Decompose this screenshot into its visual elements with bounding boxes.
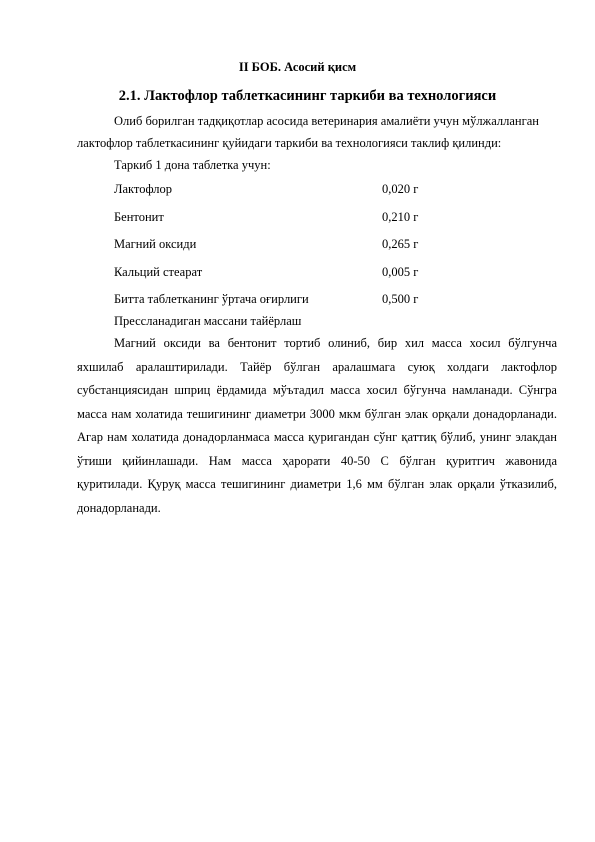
ingredient-amount: 0,210 г [382, 209, 419, 224]
ingredient-amount: 0,500 г [382, 292, 419, 306]
composition-list [77, 178, 557, 310]
composition-row [77, 261, 557, 289]
intro-paragraph: Олиб борилган тадқиқотлар асосида ветеринария амалиёти учун мўлжалланган лактофлор таблеткасининг қуйидаги таркиби ва технологияси таклиф қилинди: [77, 114, 539, 150]
ingredient-amount: 0,005 г [382, 264, 419, 279]
composition-heading: Таркиб 1 дона таблетка учун: [114, 158, 271, 172]
ingredient-name: Магний оксиди [114, 237, 197, 251]
composition-row [77, 288, 557, 310]
chapter-title: II БОБ. Асосий қисм [238, 60, 357, 74]
document-body [77, 110, 557, 520]
ingredient-amount: 0,265 г [382, 237, 419, 251]
composition-row [77, 233, 557, 261]
ingredient-name: Битта таблетканинг ўртача оғирлиги [114, 292, 309, 306]
ingredient-name: Кальций стеарат [114, 264, 203, 279]
ingredient-name: Лактофлор [114, 182, 173, 196]
process-heading: Прессланадиган массани тайёрлаш [114, 314, 302, 328]
composition-row [77, 206, 557, 234]
composition-row [77, 178, 557, 206]
ingredient-amount: 0,020 г [382, 182, 419, 196]
process-paragraph: Магний оксиди ва бентонит тортиб олиниб, бир хил масса хосил бўлгунча яхшилаб аралаштирилади. Тайёр бўлган аралашмага суюқ холдаги лактофлор субстанциясидан шприц ёрдамида мўътадил масса хосил бўгунча намланади. Сўнгра масса нам холатида тешигининг диаметри 3000 мкм бўлган элак орқали донадорланади. Агар нам холатида донадорланмаса масса қуригандан сўнг қаттиқ бўлиб, унинг элакдан ўтиши қийинлашади. Нам масса ҳарорати 40-50 С бўлган қуритгич жавонида қуритилади. Қуруқ масса тешигининг диаметри 1,6 мм бўлган элак орқали ўтказилиб, донадорланади. [77, 336, 557, 515]
ingredient-name: Бентонит [114, 209, 164, 224]
section-title: 2.1. Лактофлор таблеткасининг таркиби ва технологияси [118, 88, 497, 104]
